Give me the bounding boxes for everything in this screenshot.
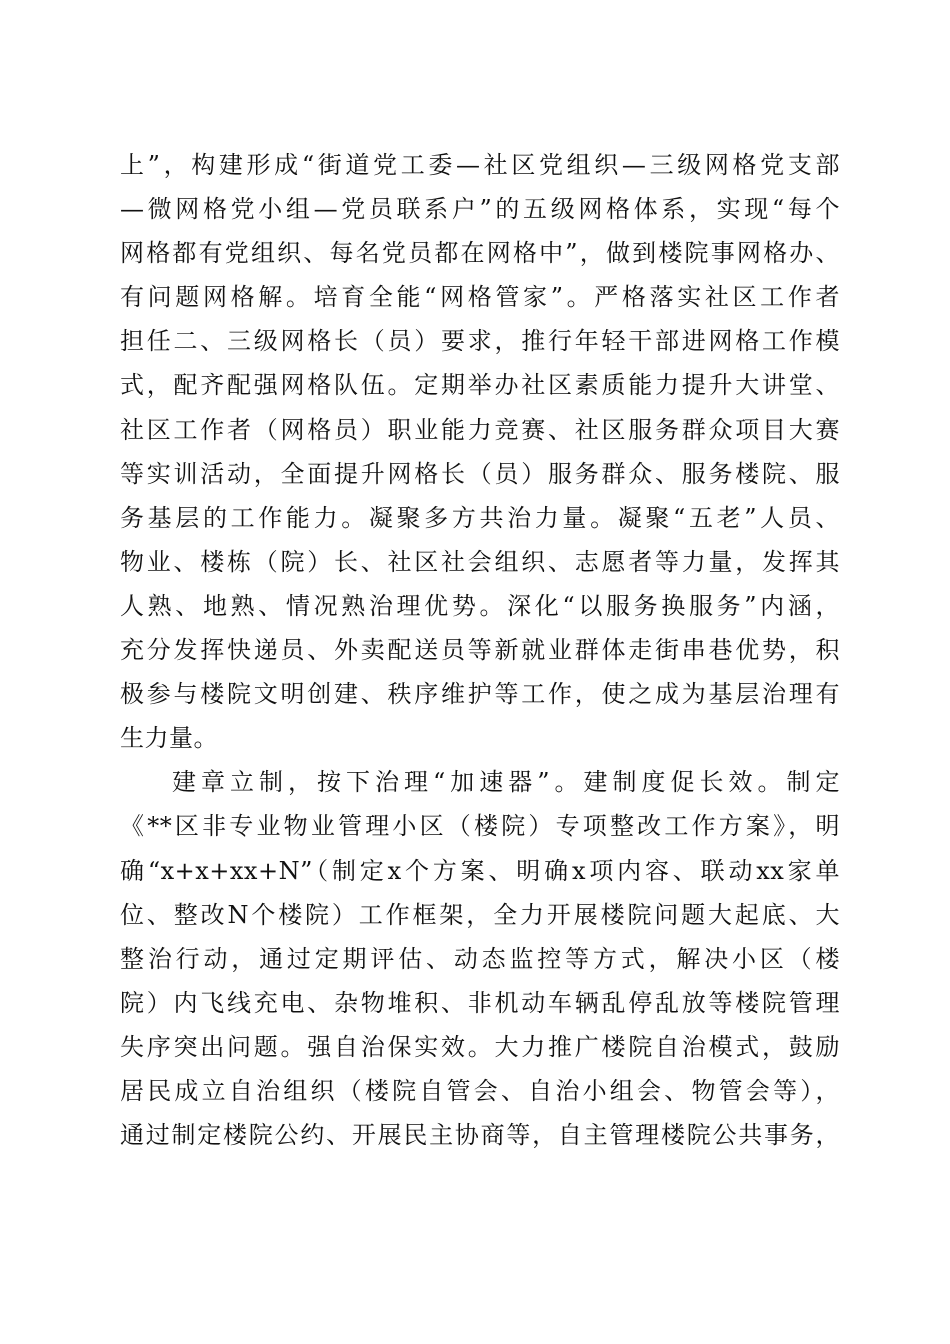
text-line: 《**区非专业物业管理小区（楼院）专项整改工作方案》，明 [120,812,840,841]
text-line: 等实训活动，全面提升网格长（员）服务群众、服务楼院、服 [120,459,840,488]
text-line: 院）内飞线充电、杂物堆积、非机动车辆乱停乱放等楼院管理 [120,988,840,1017]
text-line: 失序突出问题。强自治保实效。大力推广楼院自治模式，鼓励 [120,1032,840,1061]
paragraph-end-line: 生力量。 [120,724,218,753]
text-line: 居民成立自治组织（楼院自管会、自治小组会、物管会等）， [120,1076,840,1105]
text-line: 有问题网格解。培育全能“网格管家”。严格落实社区工作者 [120,283,840,312]
text-line: 极参与楼院文明创建、秩序维护等工作，使之成为基层治理有 [120,680,840,709]
text-line: 确“x+x+xx+N”（制定x个方案、明确x项内容、联动xx家单 [120,856,840,885]
text-line: 整治行动，通过定期评估、动态监控等方式，解决小区（楼 [120,944,840,973]
paragraph-start-line: 建章立制，按下治理“加速器”。建制度促长效。制定 [172,768,840,797]
body-text [120,143,840,1157]
text-line: 式，配齐配强网格队伍。定期举办社区素质能力提升大讲堂、 [120,371,840,400]
text-line: 社区工作者（网格员）职业能力竞赛、社区服务群众项目大赛 [120,415,840,444]
text-line: 通过制定楼院公约、开展民主协商等，自主管理楼院公共事务， [120,1121,840,1150]
text-line: —微网格党小组—党员联系户”的五级网格体系，实现“每个 [120,195,840,224]
text-line: 上”，构建形成“街道党工委—社区党组织—三级网格党支部 [120,151,840,179]
text-line: 网格都有党组织、每名党员都在网格中”，做到楼院事网格办、 [120,239,840,268]
text-line: 充分发挥快递员、外卖配送员等新就业群体走街串巷优势，积 [120,636,840,665]
text-line: 位、整改N个楼院）工作框架，全力开展楼院问题大起底、大 [120,900,840,929]
text-line: 物业、楼栋（院）长、社区社会组织、志愿者等力量，发挥其 [120,547,840,576]
text-line: 务基层的工作能力。凝聚多方共治力量。凝聚“五老”人员、 [120,503,840,532]
text-line: 担任二、三级网格长（员）要求，推行年轻干部进网格工作模 [120,327,840,356]
text-line: 人熟、地熟、情况熟治理优势。深化“以服务换服务”内涵， [120,591,840,620]
